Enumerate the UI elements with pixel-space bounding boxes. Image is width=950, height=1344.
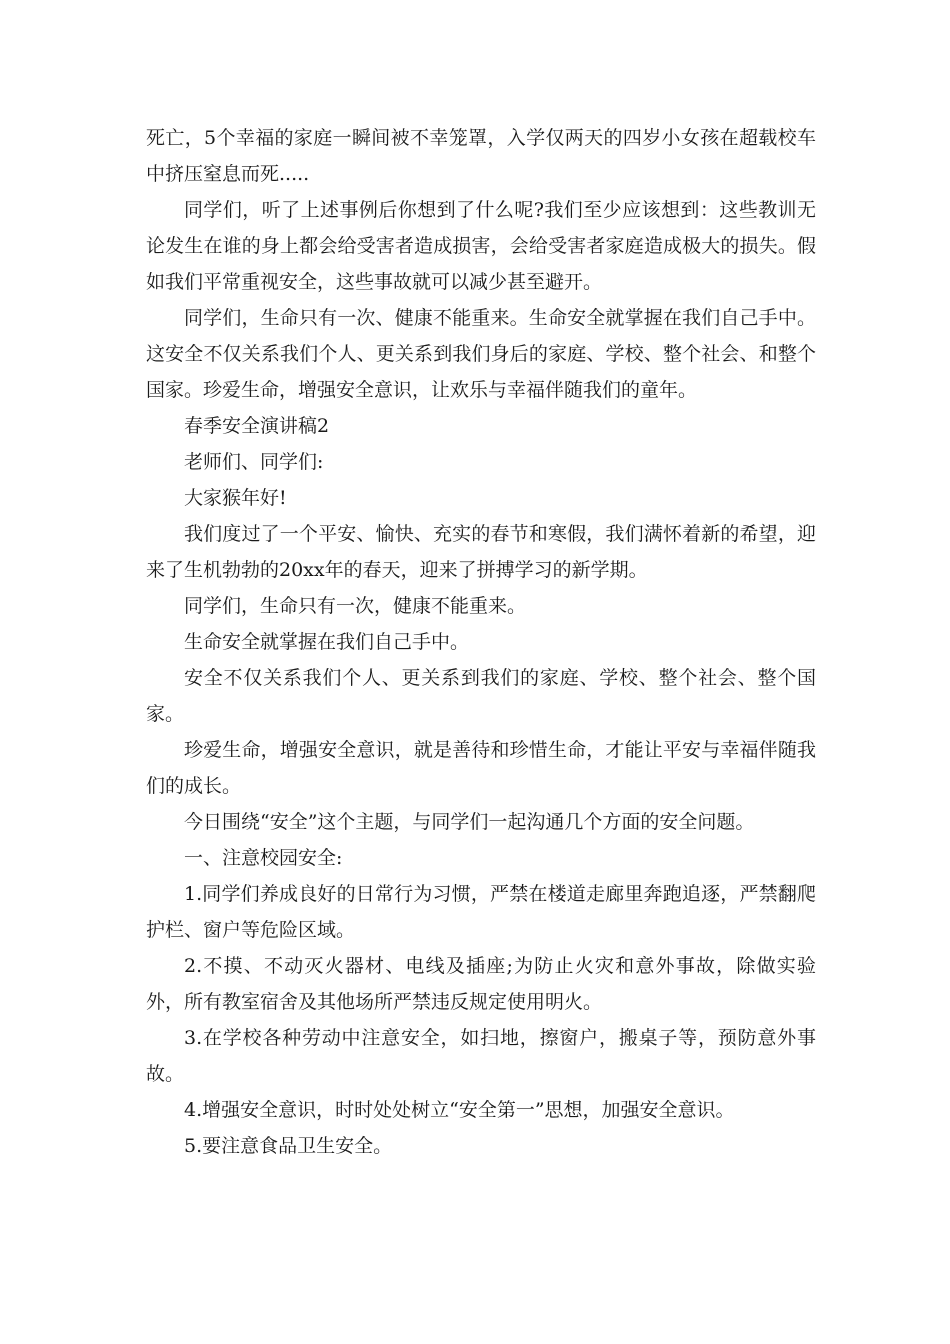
list-item-5: 5.要注意食品卫生安全。	[184, 1135, 393, 1157]
section-heading: 春季安全演讲稿2	[184, 415, 330, 437]
paragraph-2: 同学们，听了上述事例后你想到了什么呢?我们至少应该想到：这些教训无论发生在谁的身上都会给受害者造成损害，会给受害者家庭造成极大的损失。假如我们平常重视安全，这些事故就可以减少甚至避开。	[146, 199, 816, 293]
paragraph-10: 安全不仅关系我们个人、更关系到我们的家庭、学校、整个社会、整个国家。	[146, 667, 816, 725]
greeting: 大家猴年好!	[184, 487, 287, 509]
salutation: 老师们、同学们:	[184, 451, 324, 473]
paragraph-3: 同学们，生命只有一次、健康不能重来。生命安全就掌握在我们自己手中。这安全不仅关系我们个人、更关系到我们身后的家庭、学校、整个社会、和整个国家。珍爱生命，增强安全意识，让欢乐与幸福伴随我们的童年。	[146, 307, 816, 401]
list-item-4: 4.增强安全意识，时时处处树立“安全第一”思想，加强安全意识。	[184, 1099, 735, 1121]
paragraph-9: 生命安全就掌握在我们自己手中。	[184, 631, 470, 653]
document-body	[146, 120, 816, 1164]
list-item-2: 2.不摸、不动灭火器材、电线及插座;为防止火灾和意外事故，除做实验外，所有教室宿舍及其他场所严禁违反规定使用明火。	[146, 955, 816, 1013]
list-item-1: 1.同学们养成良好的日常行为习惯，严禁在楼道走廊里奔跑追逐，严禁翻爬护栏、窗户等危险区域。	[146, 883, 816, 941]
list-heading: 一、注意校园安全:	[184, 847, 343, 869]
paragraph-12: 今日围绕“安全”这个主题，与同学们一起沟通几个方面的安全问题。	[184, 811, 755, 833]
paragraph-1: 死亡，5个幸福的家庭一瞬间被不幸笼罩，入学仅两天的四岁小女孩在超载校车中挤压窒息而死.....	[146, 127, 816, 185]
paragraph-7: 我们度过了一个平安、愉快、充实的春节和寒假，我们满怀着新的希望，迎来了生机勃勃的20xx年的春天，迎来了拼搏学习的新学期。	[146, 523, 816, 581]
paragraph-11: 珍爱生命，增强安全意识，就是善待和珍惜生命，才能让平安与幸福伴随我们的成长。	[146, 739, 816, 797]
list-item-3: 3.在学校各种劳动中注意安全，如扫地，擦窗户，搬桌子等，预防意外事故。	[146, 1027, 816, 1085]
paragraph-8: 同学们，生命只有一次，健康不能重来。	[184, 595, 527, 617]
